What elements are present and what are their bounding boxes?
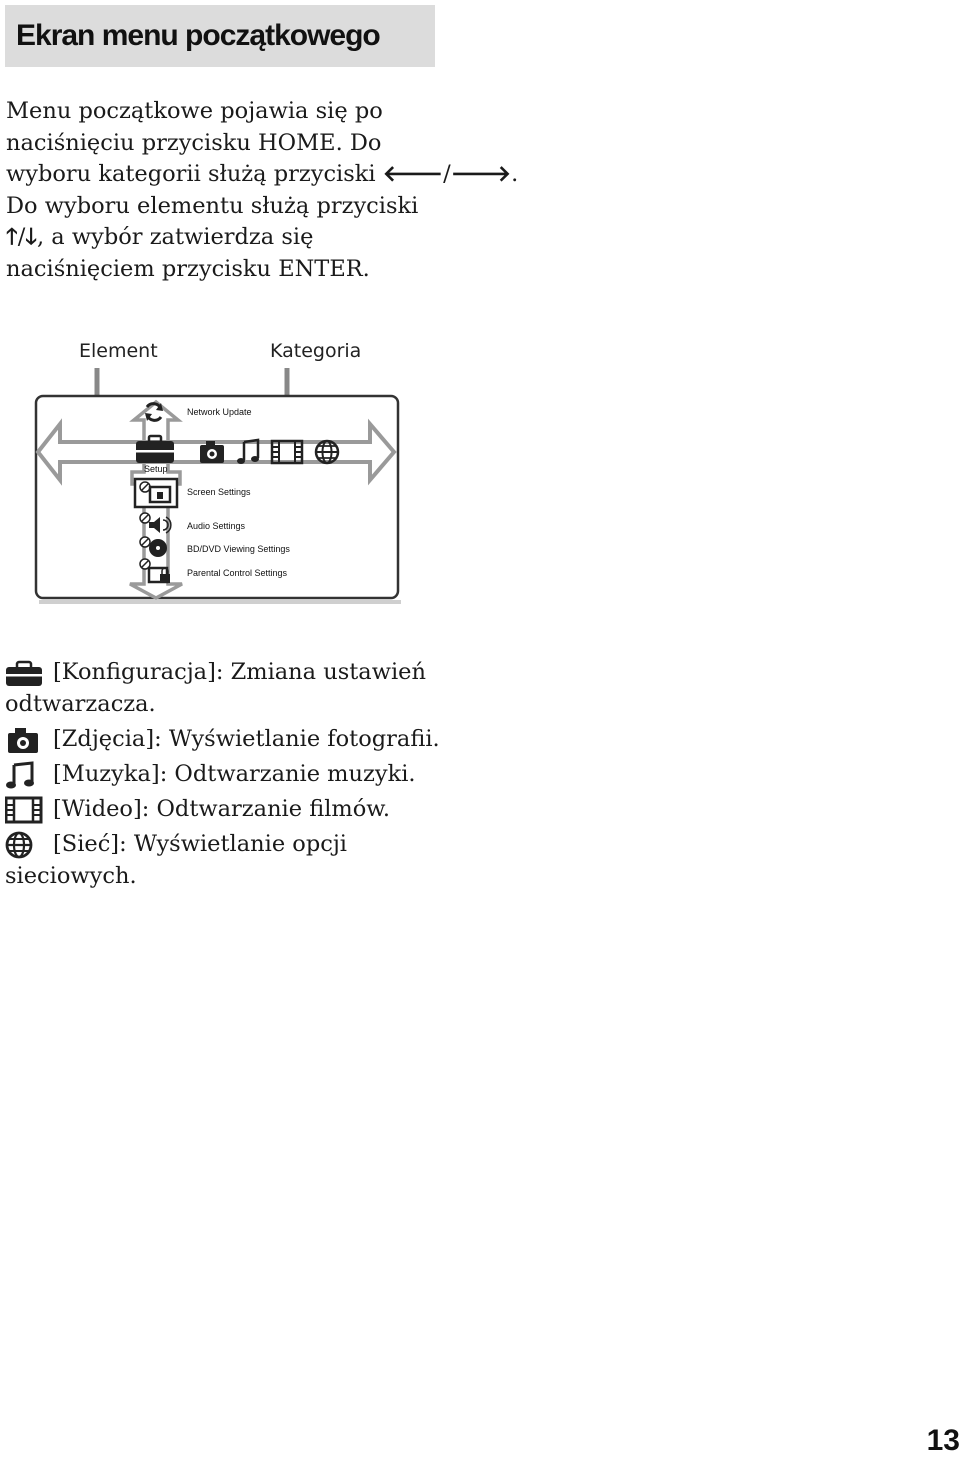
legend-row-network [5,828,445,895]
legend-network-cont: sieciowych. [5,863,137,889]
legend-setup-text: [Konfiguracja]: Zmiana ustawień [53,659,426,685]
menu-item-parental-control-settings: Parental Control Settings [187,568,288,578]
legend-music-text: [Muzyka]: Odtwarzanie muzyki. [53,761,416,787]
intro-line-6: naciśnięciem przycisku ENTER. [6,255,370,282]
page-number: 13 [926,1424,960,1457]
network-update-label: Network Update [187,407,252,417]
arrow-left-icon: 🡐 [382,161,444,187]
music-note-icon [5,761,43,789]
menu-item-screen-settings: Screen Settings [187,487,251,497]
legend-row-video [5,793,445,828]
intro-line-3-text: wyboru kategorii służą przyciski [6,161,383,187]
callout-label-element: Element [79,340,158,362]
legend-row-setup [5,656,445,723]
intro-paragraph [6,96,519,285]
page-title: Ekran menu początkowego [16,19,380,52]
callout-label-category: Kategoria [270,340,362,362]
intro-line-3 [6,159,519,191]
intro-line-5-text: , a wybór zatwierdza się [37,224,314,250]
legend-row-music [5,758,445,793]
slash-separator-2: / [17,224,26,250]
heading-box [5,5,435,67]
globe-icon [5,831,43,859]
intro-line-2: naciśnięciu przycisku HOME. Do [6,129,382,156]
toolbox-icon [5,659,43,687]
arrow-right-icon: 🡒 [450,161,512,187]
setup-label: Setup [144,464,168,474]
camera-icon [5,726,43,754]
home-menu-figure [30,362,410,612]
intro-line-1: Menu początkowe pojawia się po [6,98,383,124]
menu-item-audio-settings: Audio Settings [187,521,246,531]
period: . [511,161,519,187]
legend-photo-text: [Zdjęcia]: Wyświetlanie fotografii. [53,726,440,752]
menu-item-bd-dvd-viewing-settings: BD/DVD Viewing Settings [187,544,290,554]
legend-video-text: [Wideo]: Odtwarzanie filmów. [53,796,391,822]
intro-line-4: Do wyboru elementu służą przyciski [6,192,419,219]
intro-line-5 [6,222,446,254]
legend-row-photo [5,723,445,758]
category-legend [5,656,445,895]
legend-network-text: [Sieć]: Wyświetlanie opcji [53,831,348,857]
arrow-down-icon: 🡓 [25,224,37,250]
slash-separator: / [443,161,451,187]
film-icon [5,796,43,824]
screen-shadow [39,600,401,604]
arrow-up-icon: 🡑 [6,224,18,250]
legend-setup-cont: odtwarzacza. [5,691,156,717]
